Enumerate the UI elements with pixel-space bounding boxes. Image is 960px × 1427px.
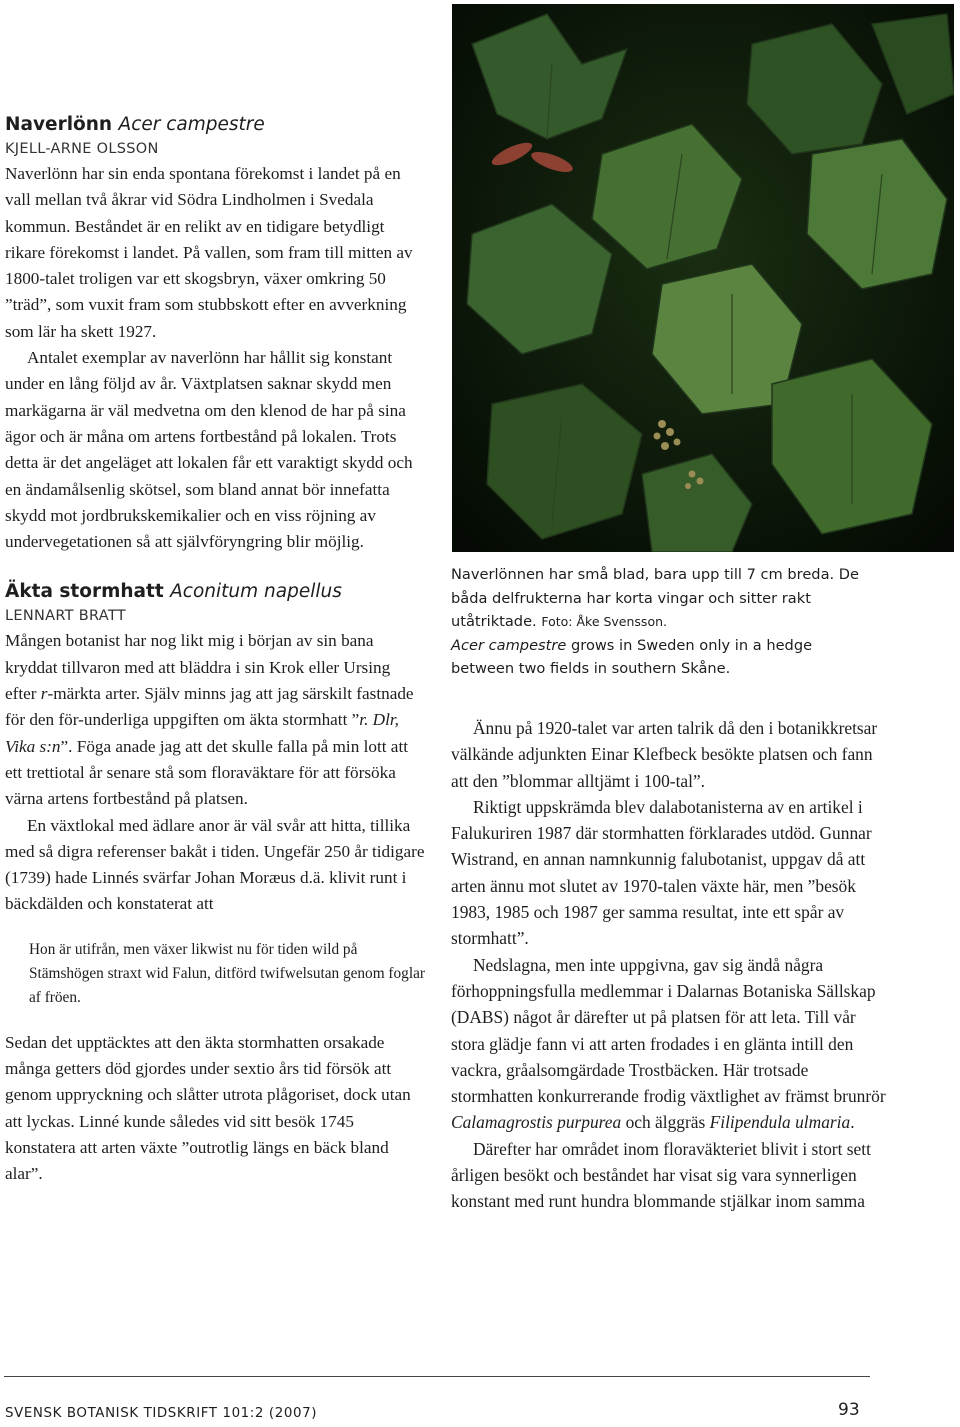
paragraph: Riktigt uppskrämda blev dalabotanisterna av en artikel i Falukuriren 1987 där stormhatten förklarades utdöd. Gunnar Wistrand, en annan namnkunnig falubotanist, uppgav då att arten ännu mot slutet av 1970-talen växte här, men ”besök 1983, 1985 och 1987 ger samma resultat, inte ett spår av stormhatt”.	[451, 796, 872, 949]
paragraph: Antalet exemplar av naverlönn har hållit sig konstant under en lång följd av år. Växtplatsen saknar skydd men markägarna är väl medvetna om den klenod de har på sina ägor och är måna om artens fortbestånd på lokalen. Trots detta är det angeläget att lokalen får ett varaktigt skydd och en ändamålsenlig skötsel, som bland annat bör innefatta skydd mot jordbrukskemikalier och en viss röjning av undervegetationen så att självföryngring blir möjlig.	[5, 348, 413, 552]
paragraph: Därefter har området inom floraväkteriet blivit i stort sett årligen besökt och beståndet har visat sig vara synnerligen konstant med runt hundra blommande stjälkar inom samma	[451, 1138, 871, 1212]
paragraph: Naverlönn har sin enda spontana förekomst i landet på en vall mellan två åkrar vid Södra Lindholmen i Svedala kommun. Beståndet är en relikt av en tidigare betydligt rikare förekomst i landet. På vallen, som fram till mitten av 1800-talet troligen var ett skogsbryn, växer omkring 50 ”träd”, som vuxit fram som stubbskott efter en avverkning som lär ha skett 1927.	[5, 164, 413, 341]
paragraph: En växtlokal med ädlare anor är väl svår att hitta, tillika med så digra referenser bakåt i tiden. Ungefär 250 år tidigare (1739) hade Linnés svärfar Johan Moræus d.ä. klivit runt i bäckdälden och konstaterat att	[5, 815, 425, 914]
photo-credit: Foto: Åke Svensson.	[541, 614, 667, 629]
paragraph: Nedslagna, men inte uppgivna, gav sig ändå några förhoppningsfulla medlemmar i Dalarnas Botaniska Sällskap (DABS) något år därefter ut på platsen för att leta. Till vår stora glädje fann vi att arten frodades i en glänta intill den vackra, gråalsomgärdade Trostbäcken. Här trotsade stormhatten konkurrerande frodig växtlighet av främst brunrör Calamagrostis purpurea och älggräs Filipendula ulmaria.	[451, 954, 886, 1133]
article-title-naverlonn: Naverlönn Acer campestre	[5, 114, 265, 135]
article-title-stormhatt: Äkta stormhatt Aconitum napellus	[5, 581, 342, 603]
page-number: 93	[838, 1400, 860, 1420]
maple-foliage-photo	[452, 4, 954, 552]
journal-citation: SVENSK BOTANISK TIDSKRIFT 101:2 (2007)	[5, 1406, 318, 1421]
figure-caption	[451, 563, 871, 681]
footer-divider	[4, 1376, 870, 1377]
author-olsson: KJELL-ARNE OLSSON	[5, 141, 159, 157]
author-bratt: LENNART BRATT	[5, 608, 126, 625]
right-column	[451, 715, 886, 1215]
block-quote: Hon är utifrån, men växer likwist nu för tiden wild på Stämshögen straxt wid Falun, ditförd twifwelsutan genom foglar af fröen.	[29, 940, 425, 1006]
caption-swedish: Naverlönnen har små blad, bara upp till 7 cm breda. De båda delfrukterna har korta vingar och sitter rakt utåtriktade.	[451, 566, 860, 630]
left-column	[5, 112, 425, 1188]
caption-english: Acer campestre grows in Sweden only in a hedge between two fields in southern Skåne.	[451, 636, 813, 677]
paragraph: Mången botanist har nog likt mig i början av sin bana kryddat tillvaron med att bläddra i sin Krok eller Ursing efter r-märkta arter. Själv minns jag att jag särskilt fastnade för den för-underliga uppgiften om äkta stormhatt ”r. Dlr, Vika s:n”. Föga anade jag att det skulle falla på min lott att ett trettiotal år senare stå som floraväktare för att försöka värna artens fortbestånd på platsen.	[5, 631, 414, 809]
paragraph: Sedan det upptäcktes att den äkta stormhatten orsakade många getters död gjordes under sextio års tid försök att genom uppryckning och slåtter utrota plågoriset, dock utan att lyckas. Linné kunde således vid sitt besök 1745 konstatera att arten växte ”outrotlig längs en bäck bland alar”.	[5, 1032, 411, 1184]
paragraph: Ännu på 1920-talet var arten talrik då den i botanikkretsar välkände adjunkten Einar Klefbeck besökte platsen och fann att den ”blommar alltjämt i 100-tal”.	[451, 718, 878, 791]
